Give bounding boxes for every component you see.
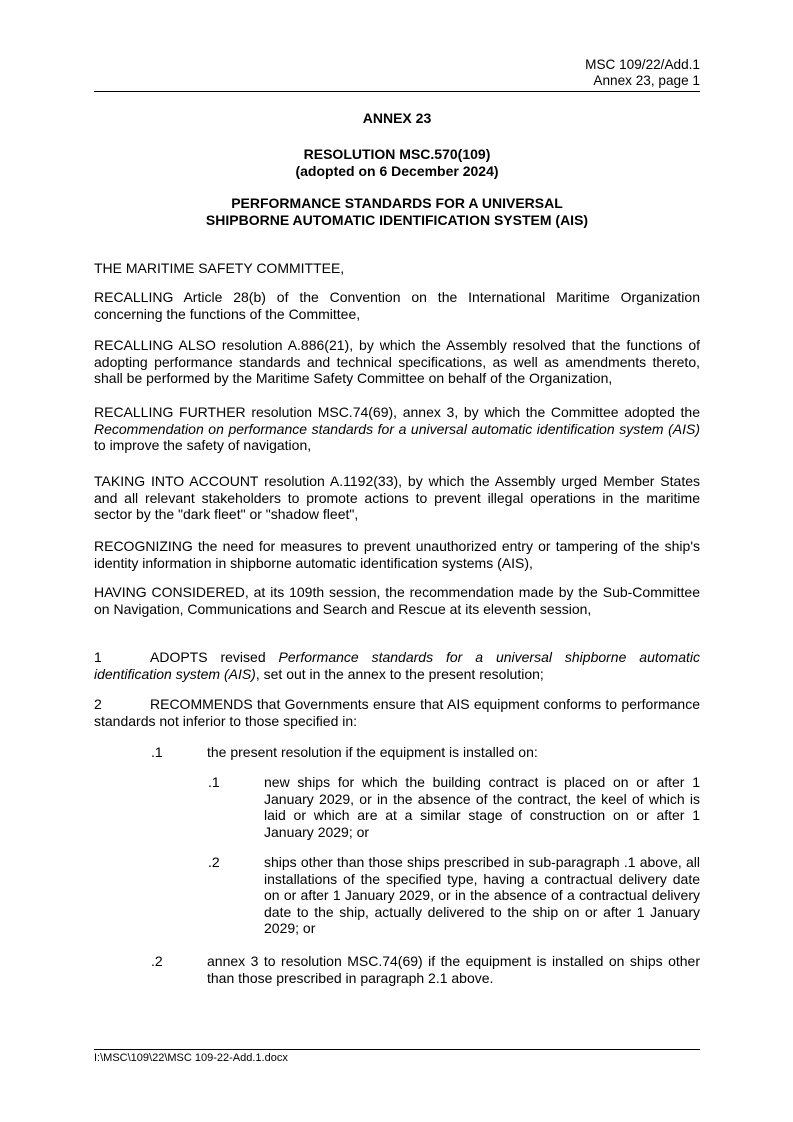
annex-title: ANNEX 23: [362, 110, 432, 126]
operative-paragraph-1-number: 1: [94, 649, 102, 665]
preamble-paragraph-3-text-a: RECALLING FURTHER resolution MSC.74(69), annex 3, by which the Committee adopted the: [94, 404, 700, 420]
operative-paragraph-1-italic: Performance standards for a universal shipborne automatic identification system (AIS): [94, 649, 700, 682]
page-reference: Annex 23, page 1: [593, 73, 700, 88]
operative-paragraph-2: [94, 696, 700, 729]
sub-paragraph-2-1-label: .1: [151, 744, 163, 760]
resolution-adopted-date: (adopted on 6 December 2024): [295, 163, 499, 179]
preamble-paragraph-3-text-b: to improve the safety of navigation,: [94, 437, 312, 454]
operative-paragraph-1: [94, 649, 700, 682]
preamble-paragraph-3: [94, 404, 700, 454]
sub-paragraph-2-2-label: .2: [151, 953, 163, 969]
document-reference: MSC 109/22/Add.1: [585, 57, 700, 72]
sub-paragraph-2-1-text: the present resolution if the equipment is installed on:: [207, 744, 538, 760]
document-title-line-2: SHIPBORNE AUTOMATIC IDENTIFICATION SYSTEM (AIS): [205, 212, 589, 228]
preamble-paragraph-1: RECALLING Article 28(b) of the Convention on the International Maritime Organization concerning the functions of the Committee,: [94, 289, 700, 322]
sub-paragraph-2-1-1-text: new ships for which the building contract is placed on or after 1 January 2029, or in the absence of the contract, the keel of which is laid or which are at a similar stage of construction on or after 1 January 2029; or: [264, 774, 700, 840]
sub-paragraph-2-2-text: annex 3 to resolution MSC.74(69) if the equipment is installed on ships other than those prescribed in paragraph 2.1 above.: [207, 953, 700, 986]
page-header: [94, 57, 700, 89]
sub-paragraph-2-1-2-text: ships other than those ships prescribed in sub-paragraph .1 above, all installations of the specified type, having a contractual delivery date on or after 1 January 2029, or in the absence of a contractual delivery date to the ship, actually delivered to the ship on or after 1 January 2029; or: [264, 854, 700, 937]
sub-paragraph-2-1-1-label: .1: [208, 774, 220, 790]
preamble-paragraph-5: RECOGNIZING the need for measures to prevent unauthorized entry or tampering of the ship's identity information in shipborne automatic identification systems (AIS),: [94, 538, 700, 571]
preamble-paragraph-6: HAVING CONSIDERED, at its 109th session, the recommendation made by the Sub-Committee on Navigation, Communications and Search and Rescue at its eleventh session,: [94, 584, 700, 617]
footer-divider: [94, 1049, 700, 1050]
preamble-committee: THE MARITIME SAFETY COMMITTEE,: [94, 260, 345, 276]
document-title-line-1: PERFORMANCE STANDARDS FOR A UNIVERSAL: [231, 195, 563, 211]
preamble-paragraph-2: RECALLING ALSO resolution A.886(21), by which the Assembly resolved that the functions of adopting performance standards and technical specifications, as well as amendments thereto, shall be performed by the Maritime Safety Committee on behalf of the Organization,: [94, 337, 700, 387]
operative-paragraph-2-text: RECOMMENDS that Governments ensure that AIS equipment conforms to performance standards not inferior to those specified in:: [94, 696, 700, 729]
footer-file-path: I:\MSC\109\22\MSC 109-22-Add.1.docx: [94, 1052, 288, 1064]
resolution-number: RESOLUTION MSC.570(109): [303, 146, 491, 162]
header-divider: [94, 91, 700, 92]
sub-paragraph-2-1-2-label: .2: [208, 854, 220, 870]
operative-paragraph-1-text-a: ADOPTS revised: [150, 649, 279, 665]
operative-paragraph-2-number: 2: [94, 696, 102, 712]
preamble-paragraph-4: TAKING INTO ACCOUNT resolution A.1192(33), by which the Assembly urged Member States and all relevant stakeholders to promote actions to prevent illegal operations in the maritime sector by the "dark fleet" or "shadow fleet",: [94, 473, 700, 523]
operative-paragraph-1-text-b: , set out in the annex to the present resolution;: [255, 665, 544, 682]
preamble-paragraph-3-italic: Recommendation on performance standards for a universal automatic identification system (AIS): [94, 420, 700, 437]
